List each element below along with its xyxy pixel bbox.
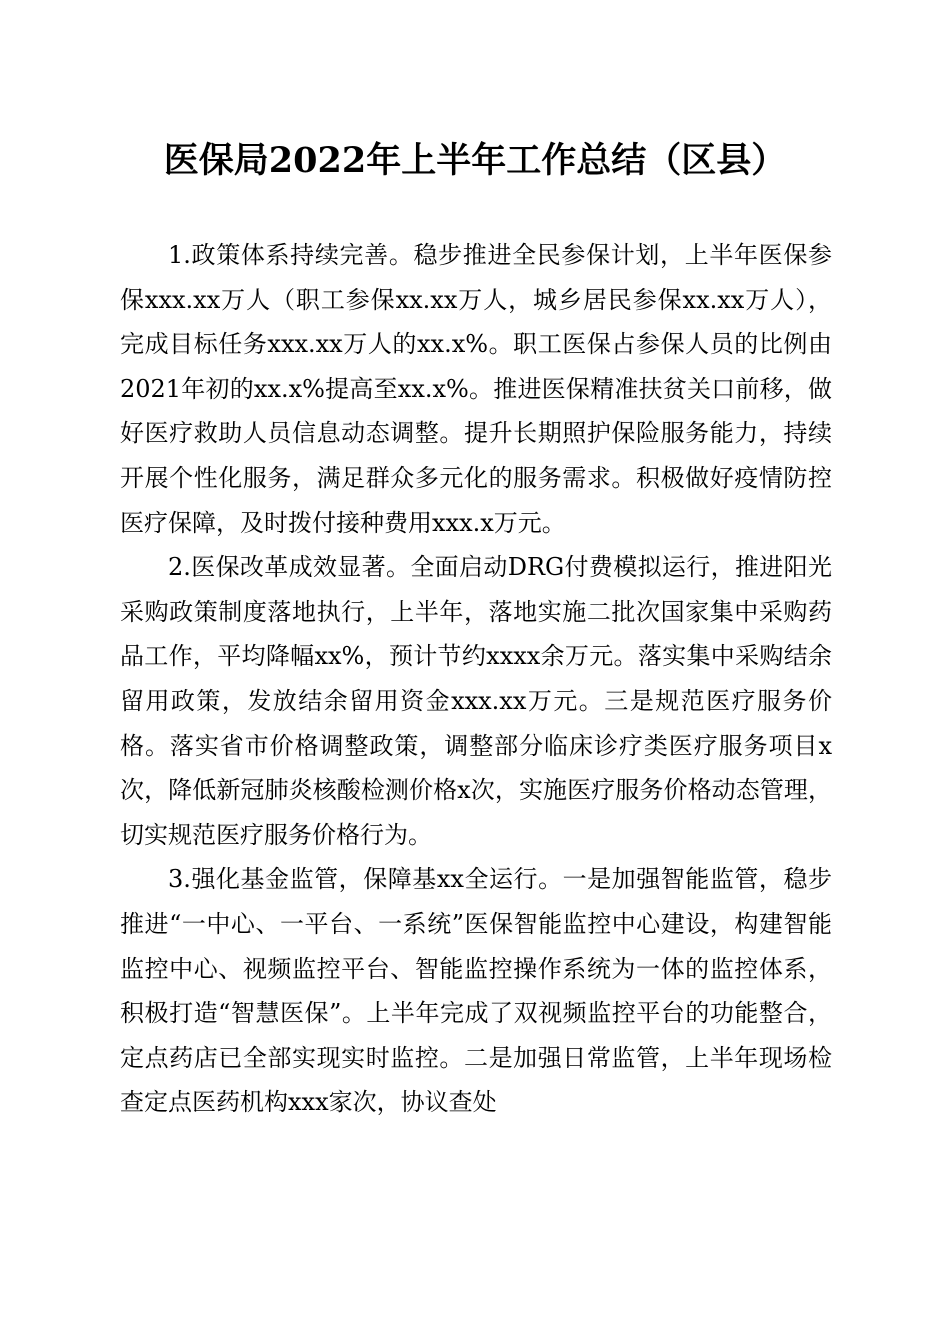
paragraph-insurance-reform: 2.医保改革成效显著。全面启动DRG付费模拟运行，推进阳光采购政策制度落地执行，上半年，落地实施二批次国家集中采购药品工作，平均降幅xx%，预计节约xxxx余万元。落实集中采购结余留用政策，发放结余留用资金xxx.xx万元。三是规范医疗服务价格。落实省市价格调整政策，调整部分临床诊疗类医疗服务项目x次，降低新冠肺炎核酸检测价格x次，实施医疗服务价格动态管理，切实规范医疗服务价格行为。 [120, 553, 832, 849]
paragraph-policy-system: 1.政策体系持续完善。稳步推进全民参保计划，上半年医保参保xxx.xx万人（职工参保xx.xx万人，城乡居民参保xx.xx万人），完成目标任务xxx.xx万人的xx.x%。职工医保占参保人员的比例由2021年初的xx.x%提高至xx.x%。推进医保精准扶贫关口前移，做好医疗救助人员信息动态调整。提升长期照护保险服务能力，持续开展个性化服务，满足群众多元化的服务需求。积极做好疫情防控医疗保障，及时拨付接种费用xxx.x万元。 [120, 241, 832, 537]
paragraph-fund-supervision: 3.强化基金监管，保障基xx全运行。一是加强智能监管，稳步推进“一中心、一平台、一系统”医保智能监控中心建设，构建智能监控中心、视频监控平台、智能监控操作系统为一体的监控体系，积极打造“智慧医保”。上半年完成了双视频监控平台的功能整合，定点药店已全部实现实时监控。二是加强日常监管，上半年现场检查定点医药机构xxx家次，协议查处 [120, 865, 832, 1117]
document-title: 医保局2022年上半年工作总结（区县） [163, 140, 787, 181]
document-body [120, 233, 832, 1125]
